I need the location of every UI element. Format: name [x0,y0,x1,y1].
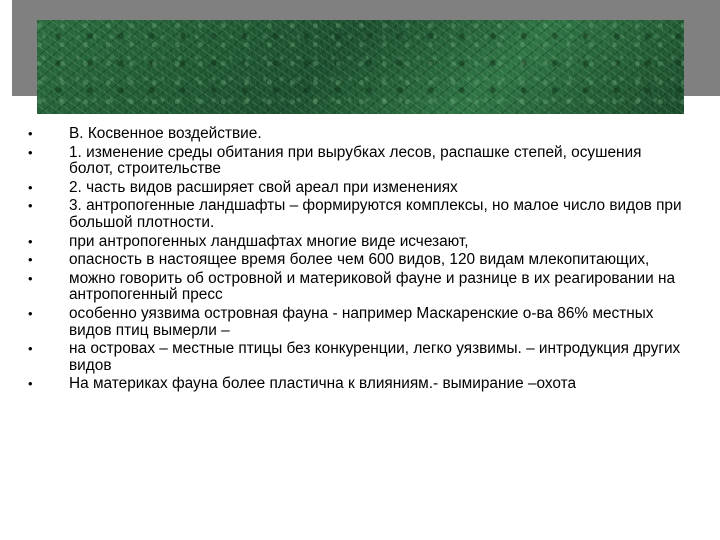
list-item [28,198,688,231]
list-item-text: можно говорить об островной и материковой фауне и разнице в их реагировании на антропогенный пресс [69,269,675,304]
list-item [28,341,688,374]
list-item-text: На материках фауна более пластична к влияниям.- вымирание –охота [69,375,577,393]
list-item [28,376,688,393]
list-item [28,271,688,304]
bullet-icon: • [28,305,33,321]
list-item-text: на островах – местные птицы без конкуренции, легко уязвимы. – интродукция других видов [69,340,681,374]
list-item-text: В. Косвенное воздействие. [69,125,262,142]
list-item [28,180,688,197]
list-item [28,126,688,143]
bullet-icon: • [28,198,33,214]
list-item [28,145,688,178]
list-item [28,252,688,269]
bullet-list [28,126,688,395]
bullet-icon: • [28,341,33,357]
list-item-text: 2. часть видов расширяет свой ареал при изменениях [69,178,458,196]
list-item-text: 3. антропогенные ландшафты – формируются комплексы, но малое число видов при большой плотности. [69,197,682,231]
list-item [28,306,688,339]
list-item-text: опасность в настоящее время более чем 600 видов, 120 видам млекопитающих, [69,251,650,269]
bullet-icon: • [28,126,33,141]
list-item-text: 1. изменение среды обитания при вырубках лесов, распашке степей, осушения болот, строительстве [69,143,642,178]
list-item [28,234,688,251]
bullet-icon: • [28,270,33,286]
green-texture-banner [37,20,684,114]
bullet-icon: • [28,233,33,249]
bullet-icon: • [28,179,33,195]
bullet-icon: • [28,252,33,268]
list-item-text: при антропогенных ландшафтах многие виде исчезают, [69,232,469,250]
bullet-icon: • [28,144,33,160]
list-item-text: особенно уязвима островная фауна - например Маскаренские о-ва 86% местных видов птиц вымерли – [69,304,654,339]
bullet-icon: • [28,376,33,392]
